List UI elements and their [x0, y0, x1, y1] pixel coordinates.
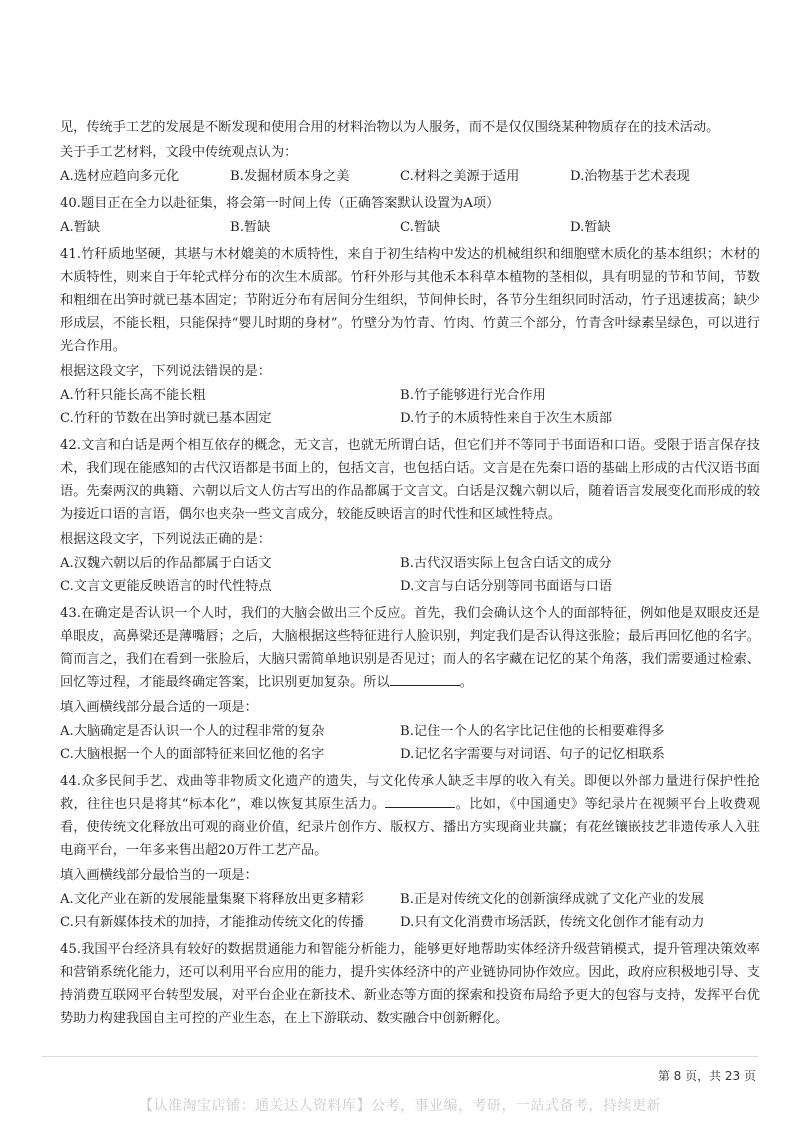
options-row — [60, 165, 760, 188]
option-c: C.材料之美源于适用 — [400, 169, 520, 184]
option-a: A.文化产业在新的发展能量集聚下将释放出更多精彩 — [60, 892, 364, 907]
answer-blank — [385, 793, 455, 808]
question-44-options — [60, 888, 760, 934]
option-a: A.暂缺 — [60, 220, 101, 235]
option-d: D.治物基于艺术表现 — [570, 169, 690, 184]
passage-continuation: 见，传统手工艺的发展是不断发现和使用合用的材料治物以为人服务，而不是仅仅围绕某种物质存在的技术活动。 — [60, 120, 720, 135]
question-41-text: 41.竹秆质地坚硬，其堪与木材媲美的木质特性，来自于初生结构中发达的机械组织和细胞壁木质化的基本组织；木材的木质特性，则来自于年轮式样分布的次生木质部。竹秆外形与其他禾本科草本植物的茎相似，具有明显的节和节间，节数和粗细在出笋时就已基本固定；节附近分布有居间分生组织，节间伸长时，各节分生组织同时活动，竹子迅速拔高；缺少形成层，不能长粗，只能保持“婴儿时期的身材”。竹壁分为竹青、竹肉、竹黄三个部分，竹青含叶绿素呈绿色，可以进行光合作用。 — [60, 247, 760, 354]
option-c: C.文言文更能反映语言的时代性特点 — [60, 579, 272, 594]
footer-divider — [42, 1056, 758, 1057]
option-a: A.选材应趋向多元化 — [60, 169, 180, 184]
option-c: C.暂缺 — [400, 220, 441, 235]
option-d: D.只有文化消费市场活跃，传统文化创作才能有动力 — [400, 915, 705, 930]
question-43-end: 。 — [459, 675, 473, 690]
option-d: D.暂缺 — [570, 220, 611, 235]
option-b: B.竹子能够进行光合作用 — [400, 388, 546, 403]
option-d: D.竹子的木质特性来自于次生木质部 — [400, 411, 613, 426]
option-a: A.汉魏六朝以后的作品都属于白话文 — [60, 556, 272, 571]
question-42-stem: 根据这段文字，下列说法正确的是： — [60, 532, 271, 547]
question-43-text — [60, 602, 760, 694]
question-43-body: 43.在确定是否认识一个人时，我们的大脑会做出三个反应。首先，我们会确认这个人的面部特征，例如他是双眼皮还是单眼皮，高鼻梁还是薄嘴唇；之后，大脑根据这些特征进行人脸识别，判定我们是否认得这张脸；最后再回忆他的名字。简而言之，我们在看到一张脸后，大脑只需简单地识别是否见过；而人的名字藏在记忆的某个角落，我们需要通过检索、回忆等过程，才能最终确定答案，比识别更加复杂。所以 — [60, 606, 760, 690]
question-41-stem: 根据这段文字，下列说法错误的是： — [60, 364, 271, 379]
option-c: C.只有新媒体技术的加持，才能推动传统文化的传播 — [60, 915, 364, 930]
option-a: A.大脑确定是否认识一个人的过程非常的复杂 — [60, 724, 325, 739]
question-40-text: 40.题目正在全力以赴征集，将会第一时间上传（正确答案默认设置为A项） — [60, 196, 500, 211]
question-45-text: 45.我国平台经济具有较好的数据贯通能力和智能分析能力，能够更好地帮助实体经济升级营销模式，提升管理决策效率和营销系统化能力，还可以利用平台应用的能力，提升实体经济中的产业链协同协作效应。因此，政府应积极地引导、支持消费互联网平台转型发展，对平台企业在新技术、新业态等方面的探索和投资布局给予更大的包容与支持，发挥平台优势助力构建我国自主可控的产业生态，在上下游联动、数实融合中创新孵化。 — [60, 942, 760, 1026]
question-44-body-a: 44.众多民间手艺、戏曲等非物质文化遗产的遗失，与文化传承人缺乏丰厚的收入有关。即便以外部力量进行保护性抢救，往往也只是将其“标本化”，难以恢复其原生活力。 — [60, 774, 760, 812]
option-b: B.记住一个人的名字比记住他的长相要难得多 — [400, 724, 665, 739]
document-body — [60, 116, 760, 1030]
question-42-options — [60, 552, 760, 598]
question-40-options — [60, 216, 760, 239]
question-44-text — [60, 770, 760, 862]
option-d: D.记忆名字需要与对词语、句子的记忆相联系 — [400, 747, 665, 762]
page-number: 第 8 页，共 23 页 — [657, 1069, 756, 1083]
option-b: B.正是对传统文化的创新演绎成就了文化产业的发展 — [400, 892, 705, 907]
option-a: A.竹秆只能长高不能长粗 — [60, 388, 206, 403]
question-44-body-b: 。比如，《中国通史》等纪录片在视频平台上收费观看，使传统文化释放出可观的商业价值，纪录片创作方、版权方、播出方实现商业共赢；有花丝镶嵌技艺非遗传承人入驻电商平台，一年多来售出超20万件工艺产品。 — [60, 797, 761, 858]
question-43-options — [60, 720, 760, 766]
option-b: B.发掘材质本身之美 — [230, 169, 350, 184]
question-44-stem: 填入画横线部分最恰当的一项是： — [60, 868, 258, 883]
option-d: D.文言与白话分别等同书面语与口语 — [400, 579, 613, 594]
question-41-options — [60, 384, 760, 430]
question-stem: 关于手工艺材料，文段中传统观点认为： — [60, 145, 298, 160]
answer-blank — [390, 671, 460, 686]
option-c: C.大脑根据一个人的面部特征来回忆他的名字 — [60, 747, 325, 762]
option-c: C.竹秆的节数在出笋时就已基本固定 — [60, 411, 272, 426]
question-42-text: 42.文言和白话是两个相互依存的概念，无文言，也就无所谓白话，但它们并不等同于书面语和口语。受限于语言保存技术，我们现在能感知的古代汉语都是书面上的，包括文言，也包括白话。文言是在先秦口语的基础上形成的古代汉语书面语。先秦两汉的典籍、六朝以后文人仿古写出的作品都属于文言文。白话是汉魏六朝以后，随着语言发展变化而形成的较为接近口语的言语，偶尔也夹杂一些文言成分，较能反映语言的时代性和区域性特点。 — [60, 438, 760, 522]
option-b: B.暂缺 — [230, 220, 271, 235]
option-b: B.古代汉语实际上包含白话文的成分 — [400, 556, 612, 571]
question-43-stem: 填入画横线部分最合适的一项是： — [60, 700, 258, 715]
watermark-text: 【认准淘宝店铺：通关达人资料库】公考，事业编，考研，一站式备考，持续更新 — [139, 1098, 661, 1114]
